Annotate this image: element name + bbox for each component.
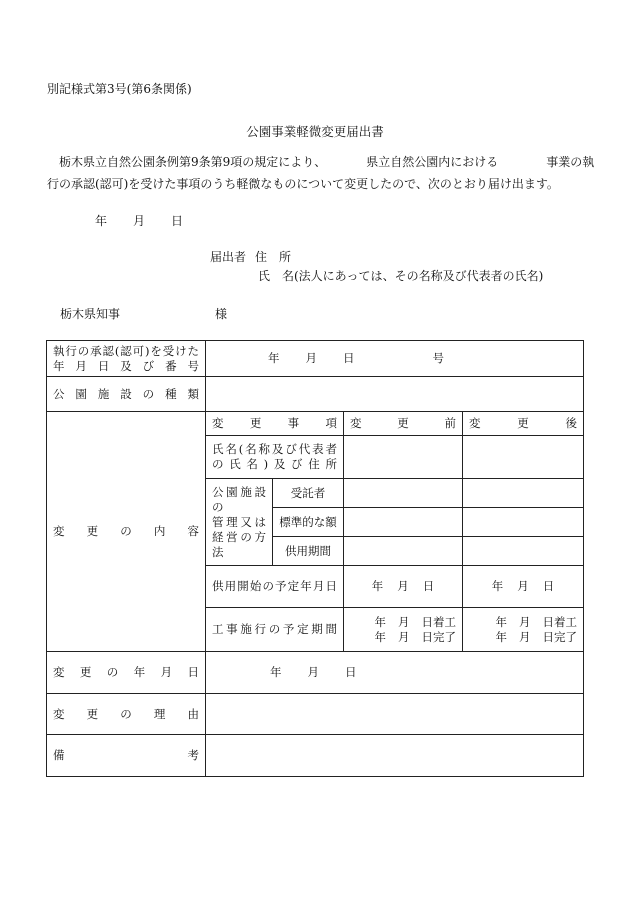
approval-label-cell [47, 341, 206, 377]
address-label: 住 所 [255, 250, 292, 264]
standard-fee-label: 標準的な額 [273, 508, 344, 537]
change-reason-row [47, 694, 584, 735]
name-address-line1: 氏名(名称及び代表者 [212, 442, 337, 456]
name-address-label-cell [206, 436, 344, 479]
ss-after-year: 年 [491, 579, 504, 593]
statement-line-1 [47, 151, 595, 173]
submission-date [95, 212, 183, 229]
ss-before-year: 年 [371, 579, 384, 593]
change-date-row [47, 652, 584, 694]
trustee-before[interactable] [344, 479, 463, 508]
cpbe-month: 月 [398, 629, 410, 644]
statement-part-c: 事業の執 [546, 155, 595, 169]
trustee-label: 受託者 [273, 479, 344, 508]
cp-before-start [350, 615, 456, 630]
cpas-year: 年 [495, 614, 507, 629]
statement-paragraph [47, 151, 595, 195]
ss-before-day: 日 [422, 579, 435, 593]
cp-after-start [469, 615, 577, 630]
cpbe-year: 年 [374, 629, 386, 644]
approval-month: 月 [305, 351, 317, 365]
recipient-line [60, 305, 227, 322]
cd-day: 日 [345, 665, 357, 679]
ss-after-month: 月 [517, 579, 529, 593]
col-before: 変更前 [344, 412, 463, 436]
cp-before-end [350, 630, 456, 645]
facility-type-label: 公園施設の種類 [47, 377, 206, 412]
recipient-governor: 栃木県知事 [60, 307, 121, 321]
form-number-label: 別記様式第3号(第6条関係) [47, 82, 192, 96]
cd-year: 年 [270, 665, 282, 679]
construction-period-label: 工事施行の予定期間 [206, 608, 344, 652]
date-month-label: 月 [133, 214, 146, 228]
change-reason-value[interactable] [206, 694, 584, 735]
date-day-label: 日 [171, 214, 184, 228]
approval-day: 日 [343, 351, 355, 365]
standard-fee-after[interactable] [463, 508, 584, 537]
document-title: 公園事業軽微変更届出書 [246, 124, 384, 139]
cpae-year: 年 [495, 629, 507, 644]
approval-value-cell[interactable] [206, 341, 584, 377]
approval-year: 年 [268, 351, 280, 365]
statement-line-2: 行の承認(認可)を受けた事項のうち軽微なものについて変更したので、次のとおり届け出ます。 [47, 177, 559, 191]
remarks-value[interactable] [206, 735, 584, 777]
change-reason-label: 変更の理由 [47, 694, 206, 735]
cpbs-year: 年 [374, 614, 386, 629]
approval-row [47, 341, 584, 377]
cpas-month: 月 [519, 614, 531, 629]
service-period-after[interactable] [463, 537, 584, 566]
name-address-before[interactable] [344, 436, 463, 479]
mgmt-line1: 公園施設の [212, 484, 266, 514]
management-method-label [206, 479, 273, 566]
applicant-label: 届出者 [210, 250, 247, 264]
approval-label-line2: 年月日及び番号 [53, 358, 199, 373]
col-change-item: 変更事項 [206, 412, 344, 436]
cp-after-end [469, 630, 577, 645]
service-period-before[interactable] [344, 537, 463, 566]
cpbs-suffix: 日着工 [421, 614, 456, 629]
honorific-sama: 様 [215, 307, 228, 321]
construction-after[interactable] [463, 608, 584, 652]
approval-number: 号 [432, 351, 444, 365]
change-date-label: 変更の年月日 [47, 652, 206, 694]
change-header-row [47, 412, 584, 436]
standard-fee-before[interactable] [344, 508, 463, 537]
name-address-after[interactable] [463, 436, 584, 479]
name-address-line2: の氏名)及び住所 [212, 457, 337, 471]
applicant-block [210, 248, 543, 286]
applicant-name-row [210, 267, 543, 286]
remarks-row [47, 735, 584, 777]
statement-part-a: 栃木県立自然公園条例第9条第9項の規定により、 [59, 155, 327, 169]
cpae-suffix: 日完了 [542, 629, 577, 644]
cpbe-suffix: 日完了 [421, 629, 456, 644]
cpas-suffix: 日着工 [542, 614, 577, 629]
cd-month: 月 [307, 665, 319, 679]
facility-type-row [47, 377, 584, 412]
ss-before-month: 月 [397, 579, 409, 593]
applicant-address-row [210, 248, 543, 267]
service-start-label: 供用開始の予定年月日 [206, 566, 344, 608]
cpae-month: 月 [519, 629, 531, 644]
name-label: 氏 名(法人にあっては、その名称及び代表者の氏名) [258, 269, 544, 283]
ss-after-day: 日 [542, 579, 555, 593]
mgmt-line3: 経営の方法 [212, 529, 266, 559]
service-period-label: 供用期間 [273, 537, 344, 566]
trustee-after[interactable] [463, 479, 584, 508]
facility-type-value[interactable] [206, 377, 584, 412]
construction-before[interactable] [344, 608, 463, 652]
date-year-label: 年 [95, 214, 108, 228]
statement-part-b: 県立自然公園内における [366, 155, 499, 169]
cpbs-month: 月 [398, 614, 410, 629]
change-notification-table [46, 340, 584, 777]
mgmt-line2: 管理又は [212, 514, 266, 529]
col-after: 変更後 [463, 412, 584, 436]
approval-label-line1: 執行の承認(認可)を受けた [53, 343, 199, 358]
change-content-label: 変更の内容 [47, 412, 206, 652]
service-start-before[interactable] [344, 566, 463, 608]
change-date-value[interactable] [206, 652, 584, 694]
remarks-label: 備考 [47, 735, 206, 777]
service-start-after[interactable] [463, 566, 584, 608]
